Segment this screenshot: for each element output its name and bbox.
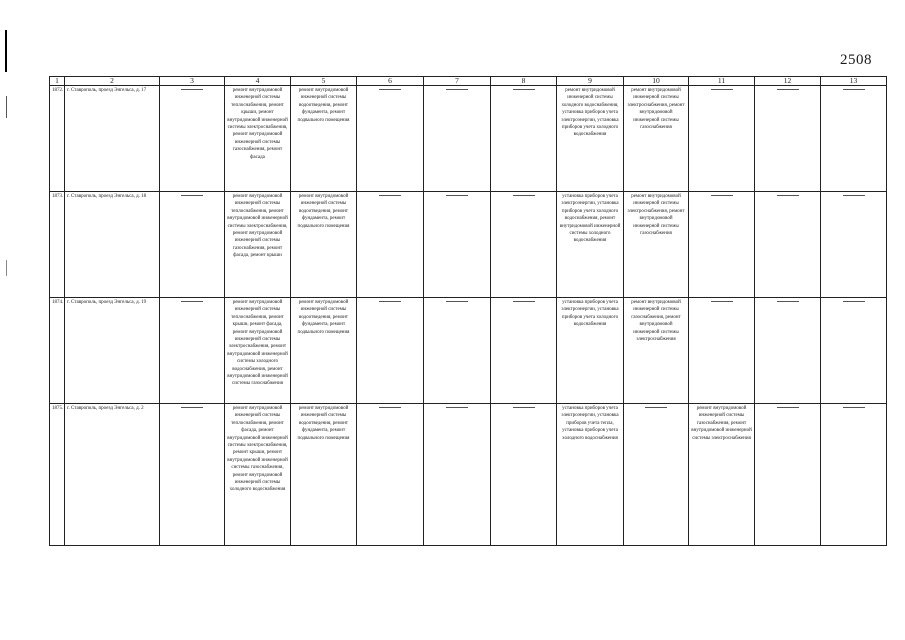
empty-cell <box>424 404 491 546</box>
empty-cell <box>491 86 557 192</box>
empty-cell <box>160 192 225 298</box>
column-header: 8 <box>491 77 557 86</box>
works-cell: ремонт внутридомовой инженерной системы газоснабжения, ремонт внутридомовой инженерной системы электроснабжения <box>689 404 755 546</box>
empty-cell <box>689 86 755 192</box>
dash-mark <box>379 301 401 302</box>
dash-mark <box>711 195 733 196</box>
column-header: 5 <box>291 77 357 86</box>
works-cell: ремонт внутридомовой инженерной системы холодного водоснабжения, установка приборов учета электроэнергии, установка приборов учета холодного водоснабжения <box>557 86 624 192</box>
works-cell: ремонт внутридомовой инженерной системы электроснабжения, ремонт внутридомовой инженерной системы газоснабжения <box>624 192 689 298</box>
works-cell: ремонт внутридомовой инженерной системы теплоснабжения, ремонт крыши, ремонт фасада, ремонт внутридомовой инженерной системы электроснабжения, ремонт внутридомовой инженерной системы холодного водоснабжения, ремонт внутридомовой инженерной системы газоснабжения <box>225 298 291 404</box>
work-schedule-table <box>49 76 887 546</box>
dash-mark <box>181 89 203 90</box>
column-header: 12 <box>755 77 821 86</box>
works-cell: ремонт внутридомовой инженерной системы водоотведения, ремонт фундамента, ремонт подвального помещения <box>291 192 357 298</box>
row-number: 1873. <box>50 192 65 298</box>
dash-mark <box>843 195 865 196</box>
dash-mark <box>513 195 535 196</box>
empty-cell <box>689 192 755 298</box>
dash-mark <box>843 89 865 90</box>
column-header: 11 <box>689 77 755 86</box>
empty-cell <box>424 86 491 192</box>
empty-cell <box>491 192 557 298</box>
column-header: 1 <box>50 77 65 86</box>
works-cell: установка приборов учета электроэнергии, установка приборов учета холодного водоснабжения, ремонт внутридомовой инженерной системы холодного водоснабжения <box>557 192 624 298</box>
column-header: 9 <box>557 77 624 86</box>
column-header: 6 <box>357 77 424 86</box>
dash-mark <box>181 407 203 408</box>
dash-mark <box>181 301 203 302</box>
empty-cell <box>821 192 887 298</box>
table-row <box>50 86 887 192</box>
empty-cell <box>755 192 821 298</box>
binding-mark <box>6 260 7 276</box>
empty-cell <box>755 86 821 192</box>
works-cell: установка приборов учета электроэнергии, установка приборов учета холодного водоснабжения <box>557 298 624 404</box>
empty-cell <box>624 404 689 546</box>
column-header: 7 <box>424 77 491 86</box>
empty-cell <box>491 404 557 546</box>
dash-mark <box>777 195 799 196</box>
dash-mark <box>777 407 799 408</box>
dash-mark <box>446 89 468 90</box>
dash-mark <box>513 407 535 408</box>
binding-mark <box>5 30 7 72</box>
column-header: 2 <box>65 77 160 86</box>
empty-cell <box>821 86 887 192</box>
dash-mark <box>446 301 468 302</box>
column-header: 3 <box>160 77 225 86</box>
empty-cell <box>821 404 887 546</box>
dash-mark <box>379 195 401 196</box>
empty-cell <box>357 86 424 192</box>
works-cell: ремонт внутридомовой инженерной системы теплоснабжения, ремонт фасада, ремонт внутридомовой инженерной системы электроснабжения, ремонт крыши, ремонт внутридомовой инженерной системы газоснабжения, ремонт внутридомовой инженерной системы холодного водоснабжения <box>225 404 291 546</box>
works-cell: ремонт внутридомовой инженерной системы водоотведения, ремонт фундамента, ремонт подвального помещения <box>291 298 357 404</box>
dash-mark <box>843 407 865 408</box>
dash-mark <box>513 89 535 90</box>
dash-mark <box>711 89 733 90</box>
page-number: 2508 <box>840 52 872 68</box>
works-cell: ремонт внутридомовой инженерной системы теплоснабжения, ремонт крыши, ремонт внутридомовой инженерной системы электроснабжения, ремонт внутридомовой инженерной системы газоснабжения, ремонт фасада <box>225 86 291 192</box>
column-header: 13 <box>821 77 887 86</box>
works-cell: ремонт внутридомовой инженерной системы теплоснабжения, ремонт внутридомовой инженерной системы электроснабжения, ремонт внутридомовой инженерной системы газоснабжения, ремонт фасада, ремонт крыши <box>225 192 291 298</box>
row-number: 1874. <box>50 298 65 404</box>
empty-cell <box>424 192 491 298</box>
address-cell: г. Ставрополь, проезд Энгельса, д. 17 <box>65 86 160 192</box>
empty-cell <box>755 404 821 546</box>
dash-mark <box>446 195 468 196</box>
empty-cell <box>160 86 225 192</box>
works-cell: установка приборов учета электроэнергии, установка приборов учета тепла, установка приборов учета холодного водоснабжения <box>557 404 624 546</box>
dash-mark <box>777 301 799 302</box>
dash-mark <box>711 301 733 302</box>
row-number: 1875. <box>50 404 65 546</box>
address-cell: г. Ставрополь, проезд Энгельса, д. 18 <box>65 192 160 298</box>
dash-mark <box>379 89 401 90</box>
empty-cell <box>160 404 225 546</box>
empty-cell <box>357 404 424 546</box>
dash-mark <box>513 301 535 302</box>
empty-cell <box>755 298 821 404</box>
dash-mark <box>379 407 401 408</box>
table-row <box>50 192 887 298</box>
works-cell: ремонт внутридомовой инженерной системы электроснабжения, ремонт внутридомовой инженерной системы газоснабжения <box>624 86 689 192</box>
empty-cell <box>357 298 424 404</box>
column-header: 10 <box>624 77 689 86</box>
empty-cell <box>160 298 225 404</box>
table-row <box>50 404 887 546</box>
empty-cell <box>821 298 887 404</box>
dash-mark <box>777 89 799 90</box>
binding-mark <box>6 96 7 118</box>
dash-mark <box>181 195 203 196</box>
works-cell: ремонт внутридомовой инженерной системы водоотведения, ремонт фундамента, ремонт подвального помещения <box>291 86 357 192</box>
empty-cell <box>491 298 557 404</box>
column-number-row <box>50 77 887 86</box>
column-header: 4 <box>225 77 291 86</box>
row-number: 1872. <box>50 86 65 192</box>
dash-mark <box>843 301 865 302</box>
works-cell: ремонт внутридомовой инженерной системы водоотведения, ремонт фундамента, ремонт подвального помещения <box>291 404 357 546</box>
address-cell: г. Ставрополь, проезд Энгельса, д. 19 <box>65 298 160 404</box>
address-cell: г. Ставрополь, проезд Энгельса, д. 2 <box>65 404 160 546</box>
empty-cell <box>689 298 755 404</box>
dash-mark <box>446 407 468 408</box>
empty-cell <box>357 192 424 298</box>
table-row <box>50 298 887 404</box>
empty-cell <box>424 298 491 404</box>
works-cell: ремонт внутридомовой инженерной системы газоснабжения, ремонт внутридомовой инженерной системы электроснабжения <box>624 298 689 404</box>
dash-mark <box>645 407 667 408</box>
